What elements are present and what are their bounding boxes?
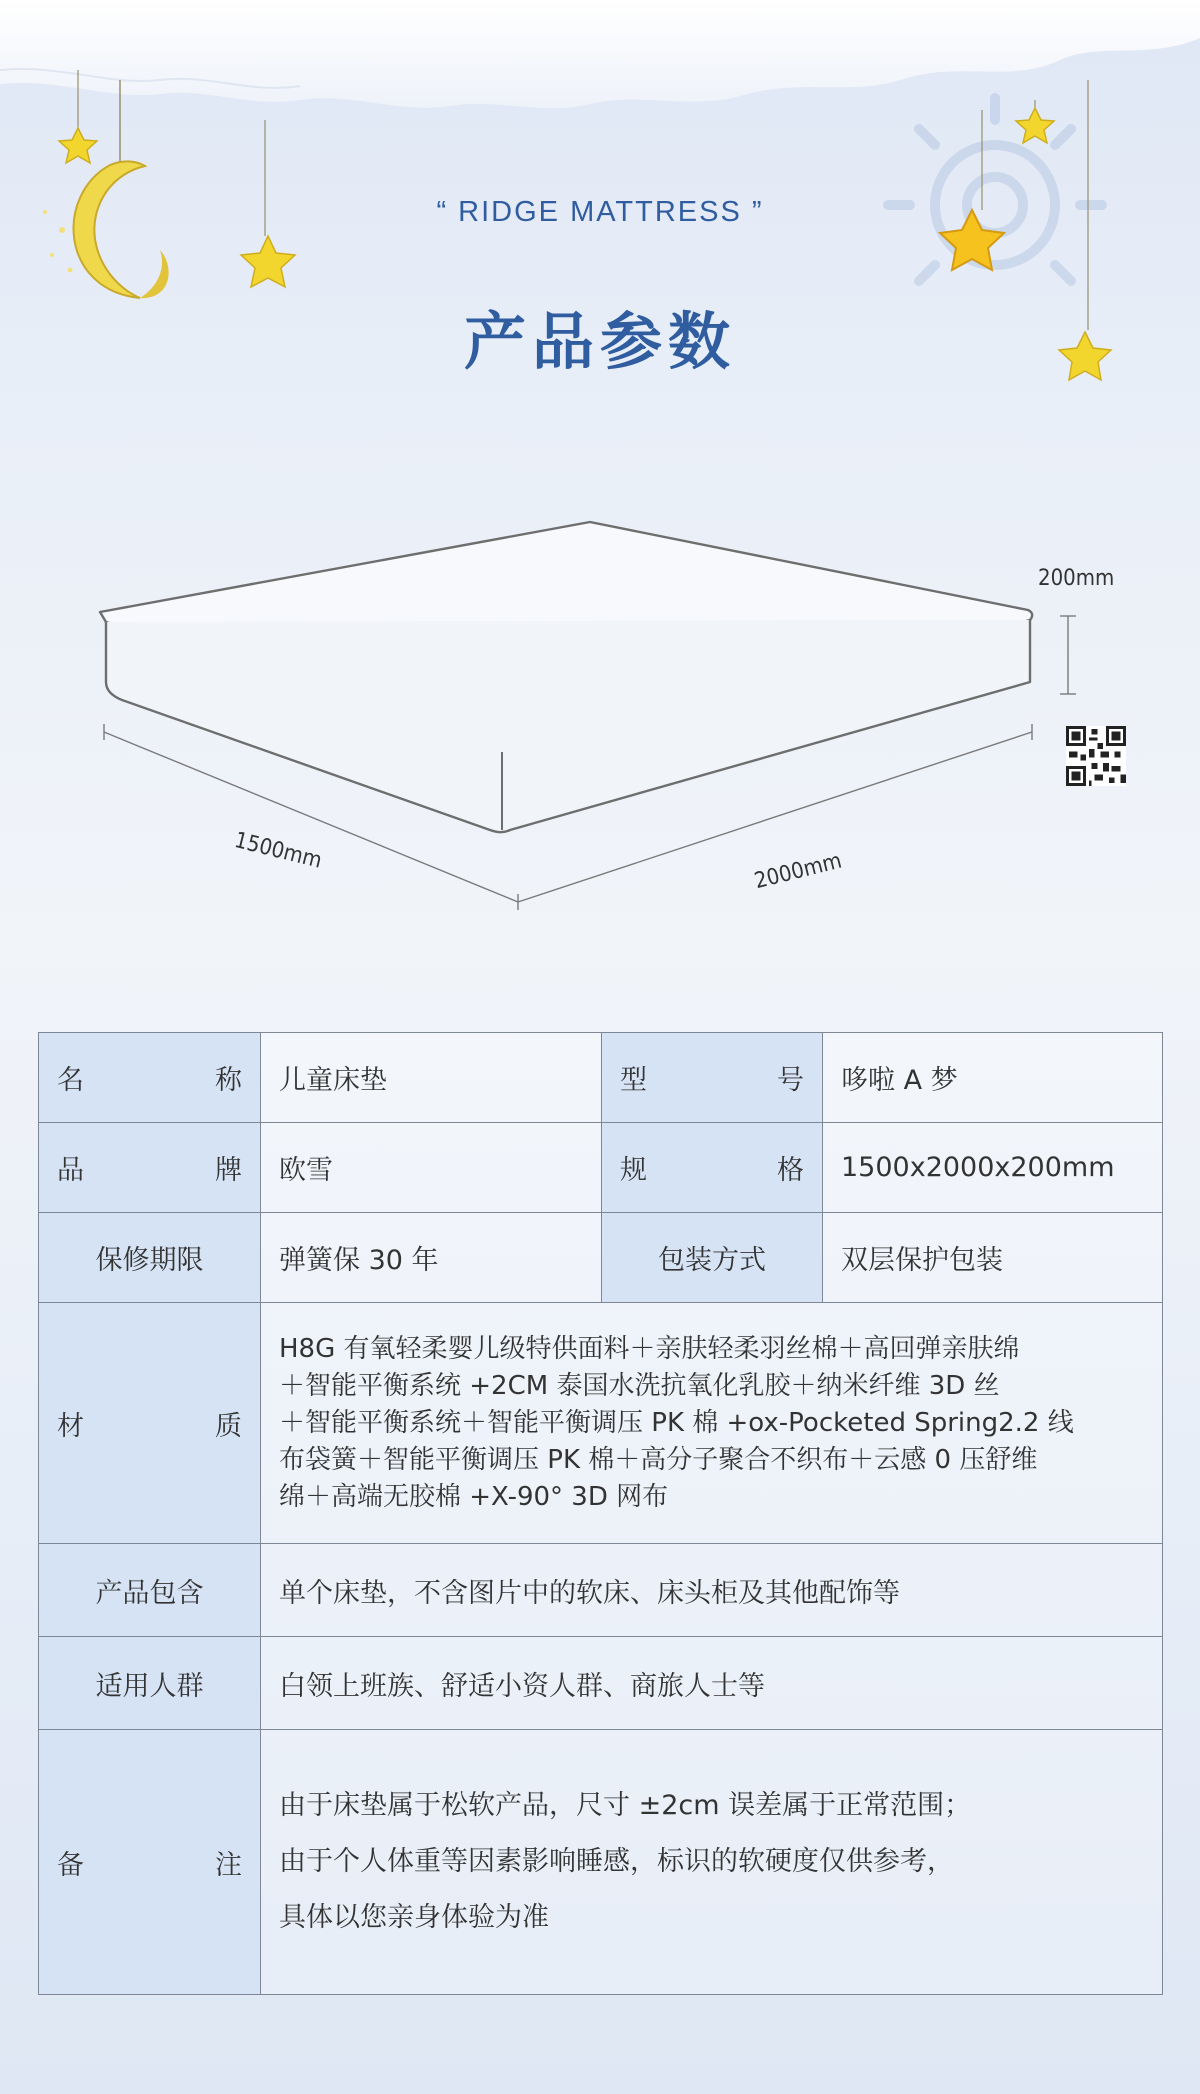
warranty-label: 保修期限 xyxy=(39,1213,261,1303)
length-dimension: 2000mm xyxy=(752,848,845,895)
name-label: 名 称 xyxy=(39,1033,261,1123)
spec-value: 1500x2000x200mm xyxy=(823,1123,1163,1213)
table-row xyxy=(39,1730,1163,1995)
notes-line: 由于床垫属于松软产品，尺寸 ±2cm 误差属于正常范围； xyxy=(279,1790,972,1821)
table-row xyxy=(39,1303,1163,1544)
table-row xyxy=(39,1033,1163,1123)
audience-label: 适用人群 xyxy=(39,1637,261,1730)
notes-label: 备 注 xyxy=(39,1730,261,1995)
header-subtitle: “ RIDGE MATTRESS ” xyxy=(436,196,764,228)
star-icon xyxy=(1016,100,1054,143)
model-label: 型 号 xyxy=(602,1033,823,1123)
width-dimension: 1500mm xyxy=(231,828,325,874)
moon-icon xyxy=(43,80,169,298)
material-line: ＋智能平衡系统＋智能平衡调压 PK 棉 +ox-Pocketed Spring2.2 线 xyxy=(279,1407,1074,1438)
material-line: 布袋簧＋智能平衡调压 PK 棉＋高分子聚合不织布＋云感 0 压舒维 xyxy=(279,1444,1038,1475)
contents-label: 产品包含 xyxy=(39,1544,261,1637)
package-label: 包装方式 xyxy=(602,1213,823,1303)
parameter-table xyxy=(38,1032,1163,1995)
material-line: ＋智能平衡系统 +2CM 泰国水洗抗氧化乳胶＋纳米纤维 3D 丝 xyxy=(279,1370,1000,1401)
notes-line: 由于个人体重等因素影响睡感，标识的软硬度仅供参考， xyxy=(279,1846,954,1877)
spec-label: 规 格 xyxy=(602,1123,823,1213)
name-value: 儿童床垫 xyxy=(261,1033,602,1123)
qr-code-icon xyxy=(1066,726,1126,786)
notes-line: 具体以您亲身体验为准 xyxy=(279,1902,549,1933)
table-row xyxy=(39,1213,1163,1303)
model-value: 哆啦 A 梦 xyxy=(823,1033,1163,1123)
table-row xyxy=(39,1544,1163,1637)
page-title: 产品参数 xyxy=(463,305,736,378)
warranty-value: 弹簧保 30 年 xyxy=(261,1213,602,1303)
brand-label: 品 牌 xyxy=(39,1123,261,1213)
mattress-diagram xyxy=(90,500,1150,940)
notes-value xyxy=(261,1730,1163,1995)
table-row xyxy=(39,1123,1163,1213)
audience-value: 白领上班族、舒适小资人群、商旅人士等 xyxy=(261,1637,1163,1730)
material-line: 绵＋高端无胶棉 +X-90° 3D 网布 xyxy=(279,1481,669,1512)
star-icon xyxy=(59,70,97,163)
material-label: 材 质 xyxy=(39,1303,261,1544)
package-value: 双层保护包装 xyxy=(823,1213,1163,1303)
contents-value: 单个床垫，不含图片中的软床、床头柜及其他配饰等 xyxy=(261,1544,1163,1637)
sun-icon xyxy=(888,98,1102,281)
material-line: H8G 有氧轻柔婴儿级特供面料＋亲肤轻柔羽丝棉＋高回弹亲肤绵 xyxy=(279,1333,1020,1364)
height-dimension: 200mm xyxy=(1038,566,1115,591)
table-row xyxy=(39,1637,1163,1730)
material-value xyxy=(261,1303,1163,1544)
brand-value: 欧雪 xyxy=(261,1123,602,1213)
